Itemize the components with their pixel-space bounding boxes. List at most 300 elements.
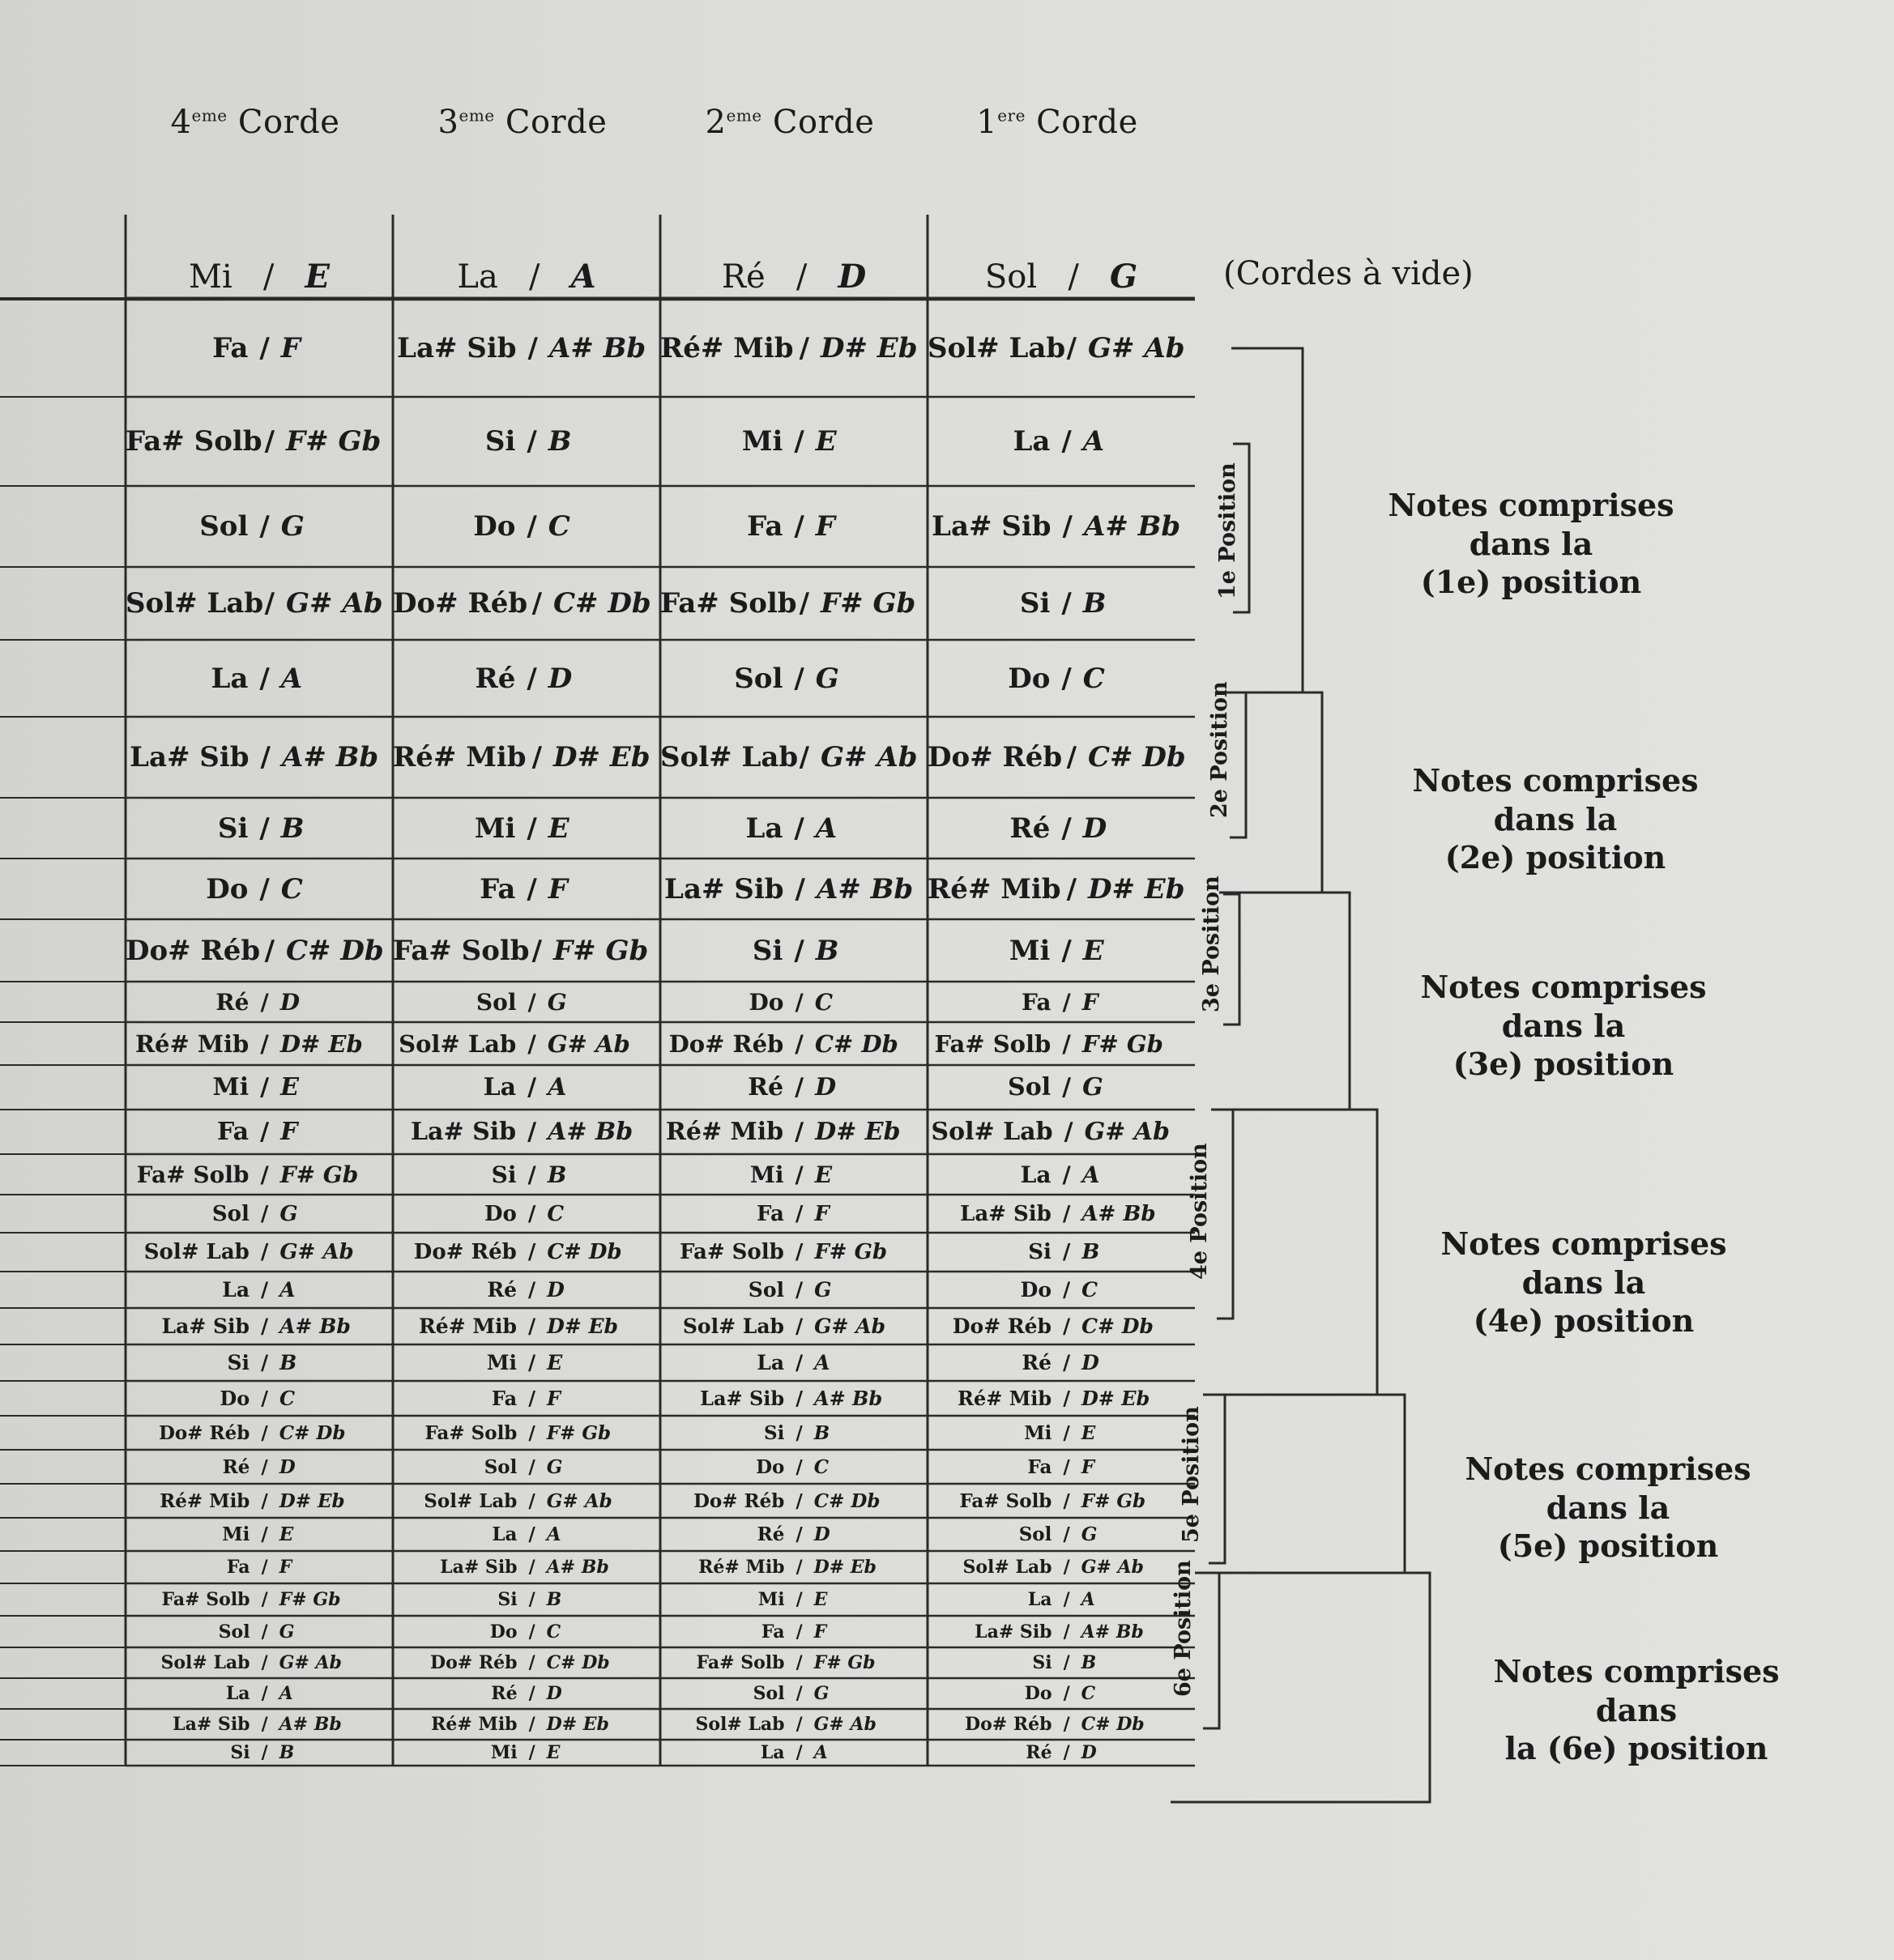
note-separator: /: [796, 1683, 803, 1704]
note-french: Fa# Solb: [161, 1589, 250, 1610]
note-separator: /: [261, 1278, 269, 1302]
note-separator: /: [1061, 425, 1072, 458]
note-english: D: [813, 1523, 830, 1545]
note-separator: /: [795, 1029, 804, 1058]
note-english: B: [548, 425, 572, 458]
note-french: Fa: [1027, 1455, 1052, 1478]
note-english: D# Eb: [547, 1314, 619, 1338]
note-english: C: [279, 1387, 296, 1410]
note-french: Fa: [756, 1201, 784, 1226]
note-french: Mi: [741, 425, 783, 458]
note-english: E: [546, 1742, 561, 1763]
note-english: G# Ab: [813, 1714, 877, 1735]
note-french: Fa# Solb: [136, 1161, 250, 1188]
note-english: D# Eb: [1088, 872, 1185, 905]
note-french: Do: [473, 510, 516, 543]
note-english: C# Db: [547, 1240, 622, 1264]
note-separator: /: [261, 1714, 268, 1735]
note-separator: /: [796, 1489, 803, 1512]
note-english: A: [813, 1742, 828, 1763]
note-separator: /: [795, 1240, 804, 1264]
note-english: C: [814, 988, 833, 1016]
note-french: Do: [484, 1201, 517, 1226]
position-vertical-label: 1e Position: [1215, 462, 1240, 599]
note-english: G# Ab: [546, 1489, 612, 1512]
note-separator: /: [527, 872, 537, 905]
note-french: Do: [749, 988, 784, 1016]
note-separator: /: [260, 741, 271, 773]
note-separator: /: [796, 1523, 803, 1545]
note-french: Ré# Mib: [393, 741, 527, 773]
note-separator: /: [531, 934, 542, 967]
note-separator: /: [527, 662, 537, 695]
note-english: G# Ab: [286, 587, 383, 620]
note-separator: /: [794, 934, 804, 967]
note-separator: /: [794, 510, 804, 543]
note-separator: /: [796, 1742, 803, 1763]
note-english: F# Gb: [814, 1240, 888, 1264]
note-french: Mi: [749, 1161, 784, 1188]
note-french: Do: [206, 872, 249, 905]
note-separator: /: [796, 1589, 803, 1610]
note-french: Ré# Mib: [134, 1029, 250, 1058]
note-french: Do: [489, 1621, 518, 1643]
note-french: Ré: [1026, 1742, 1052, 1763]
note-english: D: [279, 1455, 296, 1478]
note-separator: /: [259, 510, 270, 543]
note-english: C: [280, 872, 303, 905]
note-french: Ré# Mib: [698, 1557, 785, 1578]
note-french: Ré# Mib: [928, 872, 1061, 905]
note-separator: /: [528, 1714, 535, 1735]
note-english: B: [279, 1742, 295, 1763]
note-separator: /: [796, 1455, 803, 1478]
note-french: Ré: [215, 988, 250, 1016]
note-english: D# Eb: [279, 1029, 363, 1058]
note-separator: /: [261, 1652, 268, 1673]
note-separator: /: [260, 1073, 270, 1101]
note-french: Si: [1032, 1652, 1052, 1673]
note-french: Sol: [476, 988, 517, 1016]
note-french: La# Sib: [960, 1201, 1052, 1226]
note-english: A: [1081, 1161, 1100, 1188]
note-separator: /: [527, 510, 537, 543]
note-separator: /: [1063, 1314, 1071, 1338]
note-english: B: [546, 1589, 562, 1610]
note-separator: /: [1062, 1073, 1072, 1101]
note-separator: /: [796, 1621, 803, 1643]
note-french: Fa: [747, 510, 783, 543]
note-separator: /: [264, 587, 275, 620]
note-separator: /: [796, 1387, 803, 1410]
note-separator: /: [1062, 988, 1071, 1016]
note-english: G: [279, 1621, 295, 1643]
note-french: La: [222, 1278, 250, 1302]
note-separator: /: [1062, 1201, 1071, 1226]
note-english: C: [546, 1621, 561, 1643]
note-separator: /: [261, 1557, 268, 1578]
note-separator: /: [1066, 872, 1077, 905]
note-english: C# Db: [286, 934, 384, 967]
note-english: G# Ab: [1084, 1118, 1171, 1146]
note-english: G# Ab: [814, 1314, 886, 1338]
note-french: Ré# Mib: [431, 1714, 518, 1735]
note-english: F# Gb: [286, 425, 382, 458]
note-separator: /: [528, 1742, 535, 1763]
note-english: F: [546, 1387, 561, 1410]
note-separator: /: [796, 1278, 804, 1302]
note-french: Ré: [491, 1683, 518, 1704]
note-french: Fa# Solb: [424, 1421, 518, 1444]
note-english: C# Db: [546, 1652, 610, 1673]
note-english: E: [813, 1589, 828, 1610]
note-french: Sol: [484, 1455, 518, 1478]
note-separator: /: [528, 1557, 535, 1578]
note-french: Ré# Mib: [419, 1314, 518, 1338]
note-french: Fa# Solb: [679, 1240, 784, 1264]
note-separator: /: [528, 1351, 536, 1374]
note-french: Do# Réb: [952, 1314, 1052, 1338]
position-vertical-label: 3e Position: [1199, 876, 1224, 1012]
note-english: C# Db: [553, 587, 651, 620]
note-english: B: [1081, 1652, 1097, 1673]
note-separator: /: [528, 1621, 535, 1643]
note-french: Si: [484, 425, 516, 458]
note-separator: /: [795, 1161, 804, 1188]
note-english: E: [279, 1523, 294, 1545]
note-separator: /: [527, 1118, 537, 1146]
note-separator: /: [260, 1201, 269, 1226]
position-vertical-label: 6e Position: [1171, 1560, 1196, 1697]
note-separator: /: [1066, 332, 1077, 364]
note-separator: /: [527, 1161, 536, 1188]
note-separator: /: [1063, 1714, 1070, 1735]
open-strings-label: (Cordes à vide): [1223, 255, 1474, 292]
note-french: Sol: [1008, 1073, 1052, 1101]
note-english: C# Db: [814, 1029, 898, 1058]
note-french: Do: [220, 1387, 250, 1410]
note-separator: /: [1063, 1489, 1070, 1512]
note-english: F: [279, 1557, 292, 1578]
note-separator: /: [527, 812, 537, 845]
note-french: La# Sib: [410, 1118, 517, 1146]
note-separator: /: [259, 812, 270, 845]
note-english: A# Bb: [548, 1118, 633, 1146]
note-separator: /: [794, 812, 804, 845]
note-separator: /: [259, 872, 270, 905]
note-french: Do# Réb: [430, 1652, 518, 1673]
note-separator: /: [528, 1489, 535, 1512]
note-french: La: [1027, 1589, 1052, 1610]
note-separator: /: [1063, 1742, 1070, 1763]
note-english: D# Eb: [821, 332, 918, 364]
note-french: Ré: [487, 1278, 518, 1302]
note-separator: /: [1063, 1683, 1070, 1704]
note-separator: /: [261, 1742, 268, 1763]
note-separator: /: [261, 1523, 268, 1545]
note-separator: /: [528, 1589, 535, 1610]
position-vertical-label: 4e Position: [1187, 1143, 1212, 1280]
note-english: A: [1081, 1589, 1095, 1610]
note-french: Sol# Lab: [682, 1314, 785, 1338]
note-english: G# Ab: [279, 1652, 342, 1673]
note-french: Sol# Lab: [126, 587, 264, 620]
note-separator: /: [527, 1073, 537, 1101]
note-french: Ré# Mib: [665, 1118, 784, 1146]
note-french: La# Sib: [130, 741, 250, 773]
note-english: D: [547, 1278, 565, 1302]
note-french: Do# Réb: [693, 1489, 785, 1512]
note-separator: /: [796, 1714, 803, 1735]
note-separator: /: [260, 1029, 269, 1058]
note-english: B: [1082, 587, 1107, 620]
note-english: F# Gb: [279, 1161, 359, 1188]
note-separator: /: [1066, 741, 1077, 773]
note-separator: /: [260, 1240, 269, 1264]
note-english: A: [546, 1523, 561, 1545]
note-separator: /: [261, 1455, 268, 1478]
note-separator: /: [528, 1455, 535, 1478]
string-header-1: 1ere Corde: [976, 104, 1138, 141]
note-french: Sol# Lab: [399, 1029, 517, 1058]
note-english: D# Eb: [279, 1489, 345, 1512]
note-french: Ré# Mib: [160, 1489, 250, 1512]
note-french: La: [483, 1073, 517, 1101]
note-french: La# Sib: [700, 1387, 785, 1410]
note-french: Sol# Lab: [160, 1652, 250, 1673]
note-english: A: [279, 1683, 293, 1704]
note-french: Fa: [1021, 988, 1052, 1016]
note-english: F# Gb: [1081, 1489, 1146, 1512]
note-french: Ré: [222, 1455, 250, 1478]
note-english: C: [548, 510, 570, 543]
note-french: La: [1020, 1161, 1052, 1188]
note-english: F: [1081, 1455, 1095, 1478]
note-separator: /: [795, 988, 804, 1016]
note-french: Sol: [199, 510, 249, 543]
note-french: Mi: [474, 812, 516, 845]
note-separator: /: [795, 1201, 804, 1226]
note-separator: /: [796, 1351, 804, 1374]
note-english: G: [547, 988, 567, 1016]
position-vertical-label: 2e Position: [1207, 681, 1232, 818]
note-french: Sol# Lab: [143, 1240, 250, 1264]
note-english: C# Db: [1081, 1314, 1154, 1338]
note-english: D# Eb: [813, 1557, 877, 1578]
note-separator: /: [261, 1387, 268, 1410]
note-french: La: [225, 1683, 250, 1704]
note-separator: /: [796, 1652, 803, 1673]
note-french: Sol: [753, 1683, 785, 1704]
note-english: D: [815, 1073, 837, 1101]
note-english: D# Eb: [546, 1714, 609, 1735]
note-french: Si: [497, 1589, 518, 1610]
note-separator: /: [1061, 812, 1072, 845]
note-english: C# Db: [1081, 1714, 1145, 1735]
note-separator: /: [261, 1489, 268, 1512]
note-french: Si: [1019, 587, 1051, 620]
note-french: Si: [764, 1421, 785, 1444]
note-english: F: [815, 510, 835, 543]
note-separator: /: [1063, 1387, 1070, 1410]
note-french: La: [211, 662, 249, 695]
note-french: Mi: [490, 1742, 518, 1763]
note-english: F# Gb: [1081, 1029, 1163, 1058]
note-separator: /: [261, 1621, 268, 1643]
note-english: A# Bb: [1081, 1201, 1156, 1226]
note-french: Do: [1008, 662, 1051, 695]
note-english: B: [1081, 1240, 1100, 1264]
note-french: Do# Réb: [126, 934, 261, 967]
note-french: Fa: [217, 1118, 250, 1146]
note-english: C: [813, 1455, 830, 1478]
note-english: E: [547, 1351, 563, 1374]
note-french: Sol# Lab: [928, 332, 1066, 364]
note-english: C# Db: [1088, 741, 1186, 773]
note-french: Fa# Solb: [959, 1489, 1052, 1512]
note-separator: /: [528, 1278, 536, 1302]
position-description: Notes comprises dans la (3e) position: [1420, 969, 1707, 1082]
note-english: A: [280, 662, 303, 695]
note-english: F# Gb: [821, 587, 916, 620]
note-separator: /: [528, 1652, 535, 1673]
note-english: A# Bb: [1081, 1621, 1144, 1643]
position-vertical-label: 5e Position: [1179, 1406, 1204, 1543]
note-separator: /: [1063, 1523, 1070, 1545]
note-english: G# Ab: [1088, 332, 1185, 364]
note-english: A# Bb: [279, 1714, 342, 1735]
note-separator: /: [531, 587, 542, 620]
note-french: Ré: [1022, 1351, 1052, 1374]
note-french: Si: [491, 1161, 517, 1188]
position-description: Notes comprises dans la (2e) position: [1412, 762, 1699, 876]
note-separator: /: [795, 1073, 804, 1101]
note-english: A# Bb: [281, 741, 379, 773]
note-separator: /: [796, 1421, 803, 1444]
note-english: C: [1081, 1683, 1096, 1704]
note-french: Do# Réb: [965, 1714, 1052, 1735]
note-french: Si: [230, 1742, 250, 1763]
note-separator: /: [528, 1523, 535, 1545]
note-french: La# Sib: [975, 1621, 1052, 1643]
note-french: Sol: [218, 1621, 250, 1643]
note-french: Mi: [486, 1351, 518, 1374]
note-separator: /: [528, 1314, 536, 1338]
note-separator: /: [1061, 662, 1072, 695]
note-french: Mi: [212, 1073, 250, 1101]
note-french: Fa: [212, 332, 249, 364]
note-french: Do# Réb: [668, 1029, 784, 1058]
note-separator: /: [260, 988, 269, 1016]
note-french: Do: [756, 1455, 785, 1478]
note-french: Do: [1024, 1683, 1052, 1704]
note-separator: /: [259, 332, 270, 364]
note-french: Ré: [757, 1523, 785, 1545]
string-header-4: 4eme Corde: [170, 104, 340, 141]
note-separator: /: [261, 1351, 269, 1374]
note-french: La: [760, 1742, 785, 1763]
note-separator: /: [796, 1557, 803, 1578]
note-french: Fa# Solb: [126, 425, 262, 458]
note-french: Sol# Lab: [962, 1557, 1052, 1578]
open-string-2: Ré / D: [721, 258, 867, 296]
open-string-1: Sol / G: [984, 258, 1138, 296]
note-separator: /: [527, 1201, 536, 1226]
note-english: D: [1081, 1351, 1099, 1374]
note-french: La: [757, 1351, 785, 1374]
position-description: Notes comprises dans la (1e) position: [1388, 487, 1674, 600]
note-separator: /: [261, 1589, 268, 1610]
note-english: G: [814, 1278, 832, 1302]
note-french: Ré# Mib: [958, 1387, 1052, 1410]
string-header-3: 3eme Corde: [437, 104, 608, 141]
note-english: B: [547, 1161, 567, 1188]
note-english: D: [548, 662, 573, 695]
note-french: Mi: [757, 1589, 785, 1610]
note-english: F# Gb: [279, 1589, 341, 1610]
note-french: Sol# Lab: [424, 1489, 518, 1512]
note-separator: /: [799, 741, 809, 773]
note-separator: /: [1062, 510, 1073, 543]
note-english: G# Ab: [821, 741, 918, 773]
note-french: Fa# Solb: [934, 1029, 1052, 1058]
note-french: Sol: [734, 662, 783, 695]
note-separator: /: [1063, 1278, 1071, 1302]
note-english: B: [279, 1351, 297, 1374]
note-french: Ré: [1009, 812, 1051, 845]
note-separator: /: [1063, 1589, 1070, 1610]
note-english: G: [280, 510, 305, 543]
note-english: A: [815, 812, 838, 845]
note-separator: /: [527, 1029, 536, 1058]
note-english: A: [548, 1073, 567, 1101]
note-separator: /: [794, 662, 804, 695]
open-string-3: La / A: [457, 258, 596, 296]
note-separator: /: [1063, 1621, 1070, 1643]
note-english: A: [1082, 425, 1105, 458]
note-french: Si: [1028, 1240, 1052, 1264]
note-french: Do: [1020, 1278, 1052, 1302]
inner-bracket-3: [1223, 894, 1239, 1025]
note-english: A: [814, 1351, 830, 1374]
note-french: Fa: [761, 1621, 785, 1643]
note-english: F: [280, 1118, 298, 1146]
note-separator: /: [1062, 1240, 1071, 1264]
note-french: Ré: [475, 662, 516, 695]
note-english: F: [814, 1201, 830, 1226]
note-separator: /: [1062, 1029, 1071, 1058]
note-french: La# Sib: [664, 872, 784, 905]
note-french: Mi: [1009, 934, 1051, 967]
inner-bracket-4: [1217, 1110, 1233, 1319]
note-separator: /: [1061, 934, 1072, 967]
note-french: Do# Réb: [413, 1240, 517, 1264]
note-separator: /: [799, 587, 809, 620]
string-header-2: 2eme Corde: [705, 104, 875, 141]
note-separator: /: [528, 1421, 535, 1444]
note-french: Ré# Mib: [660, 332, 794, 364]
note-english: F: [813, 1621, 827, 1643]
note-separator: /: [794, 425, 804, 458]
note-english: E: [815, 425, 837, 458]
note-separator: /: [261, 1421, 268, 1444]
note-separator: /: [261, 1314, 269, 1338]
inner-bracket-6: [1203, 1573, 1219, 1728]
note-english: B: [815, 934, 839, 967]
note-separator: /: [796, 1314, 804, 1338]
note-english: D: [1081, 1742, 1097, 1763]
note-english: E: [1081, 1421, 1096, 1444]
